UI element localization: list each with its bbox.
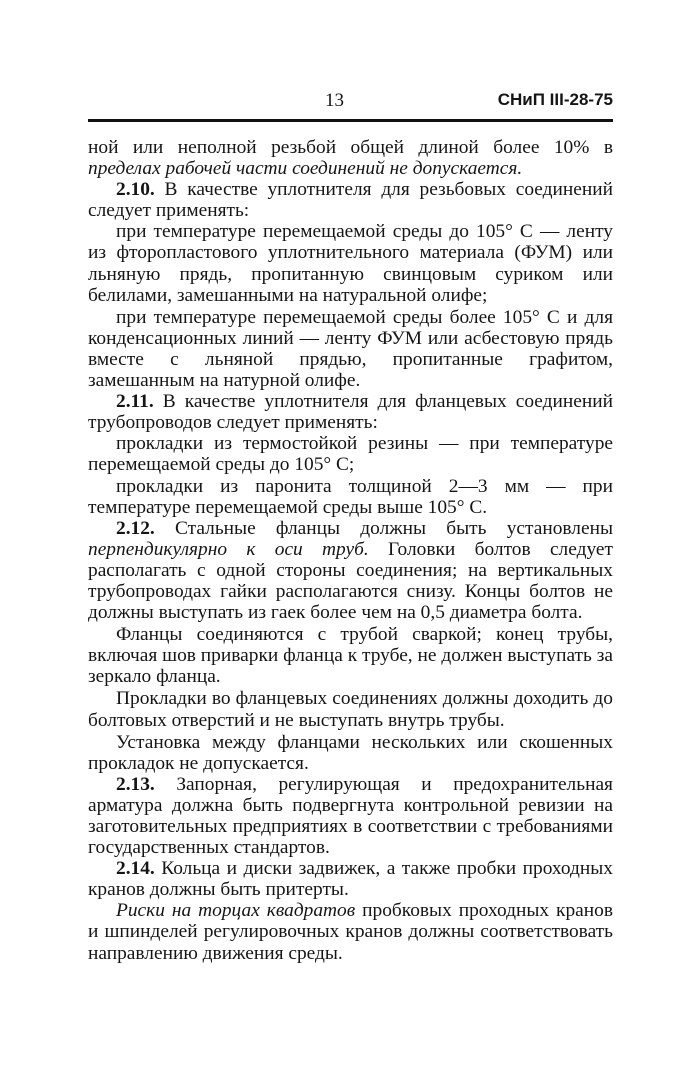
clause-2-14: [88, 858, 613, 900]
paragraph-gasket-fit: Прокладки во фланцевых соединениях должны доходить до болтовых отверстий и не выступать внутрь трубы.: [88, 688, 613, 731]
page-header: [88, 86, 613, 116]
clause-number: 2.13.: [116, 773, 155, 795]
paragraph-rubber-gaskets: прокладки из термостойкой резины — при температуре перемещаемой среды до 105° С;: [88, 433, 613, 476]
paragraph-italic-text: пределах рабочей части соединений не допускается.: [88, 158, 523, 180]
header-rule: [88, 119, 613, 122]
clause-text: В качестве уплотнителя для фланцевых соединений трубопроводов следует применять:: [88, 391, 613, 434]
body-text: [88, 137, 613, 964]
clause-italic-text: перпендикулярно к оси труб.: [88, 538, 369, 560]
paragraph-text: ной или неполной резьбой общей длиной более 10% в: [88, 137, 613, 158]
clause-2-12: [88, 518, 613, 623]
clause-number: 2.11.: [116, 391, 154, 413]
clause-2-13: [88, 774, 613, 858]
clause-number: 2.14.: [116, 858, 155, 880]
paragraph-valve-marks: [88, 900, 613, 963]
clause-2-11: [88, 391, 613, 433]
paragraph-multiple-gaskets: Установка между фланцами нескольких или скошенных прокладок не допускается.: [88, 731, 613, 774]
paragraph-threaded-up-to-105: при температуре перемещаемой среды до 105° С — ленту из фторопластового уплотнительного материала (ФУМ) или льняную прядь, пропитанную свинцовым суриком или белилами, замешанными на натуральной олифе;: [88, 221, 613, 306]
paragraph-paronite-gaskets: прокладки из паронита толщиной 2—3 мм — при температуре перемещаемой среды выше 105° С.: [88, 475, 613, 518]
paragraph-continuation: [88, 137, 613, 179]
page-number: 13: [325, 90, 344, 111]
clause-text-rest: Головки болтов следует располагать с одной стороны соединения; на вертикальных трубопроводах гайки располагаются снизу. Концы болтов не должны выступать из гаек более чем на 0,5 диаметра болта.: [88, 538, 613, 624]
clause-number: 2.12.: [116, 517, 155, 539]
clause-text: В качестве уплотнителя для резьбовых соединений следует применять:: [88, 179, 613, 222]
paragraph-text: пробковых проходных кранов и шпинделей регулировочных кранов должны соответствовать направлению движения среды.: [88, 900, 614, 964]
clause-text: Запорная, регулирующая и предохранительная арматура должна быть подвергнута контрольной ревизии на заготовительных предприятиях в соответствии с требованиями государственных стандартов.: [88, 773, 613, 859]
paragraph-threaded-above-105: при температуре перемещаемой среды более 105° С и для конденсационных линий — ленту ФУМ или асбестовую прядь вместе с льняной прядью, пропитанные графитом, замешанным на натурной олифе.: [88, 306, 613, 392]
paragraph-flange-welding: Фланцы соединяются с трубой сваркой; конец трубы, включая шов приварки фланца к трубе, не должен выступать за зеркало фланца.: [88, 624, 613, 688]
clause-2-10: [88, 179, 613, 221]
paragraph-italic-text: Риски на торцах квадратов: [116, 900, 356, 922]
document-code: СНиП III-28-75: [497, 90, 613, 109]
clause-number: 2.10.: [116, 179, 155, 201]
clause-text: Стальные фланцы должны быть установлены: [175, 517, 613, 539]
clause-text: Кольца и диски задвижек, а также пробки проходных кранов должны быть притерты.: [88, 858, 613, 901]
